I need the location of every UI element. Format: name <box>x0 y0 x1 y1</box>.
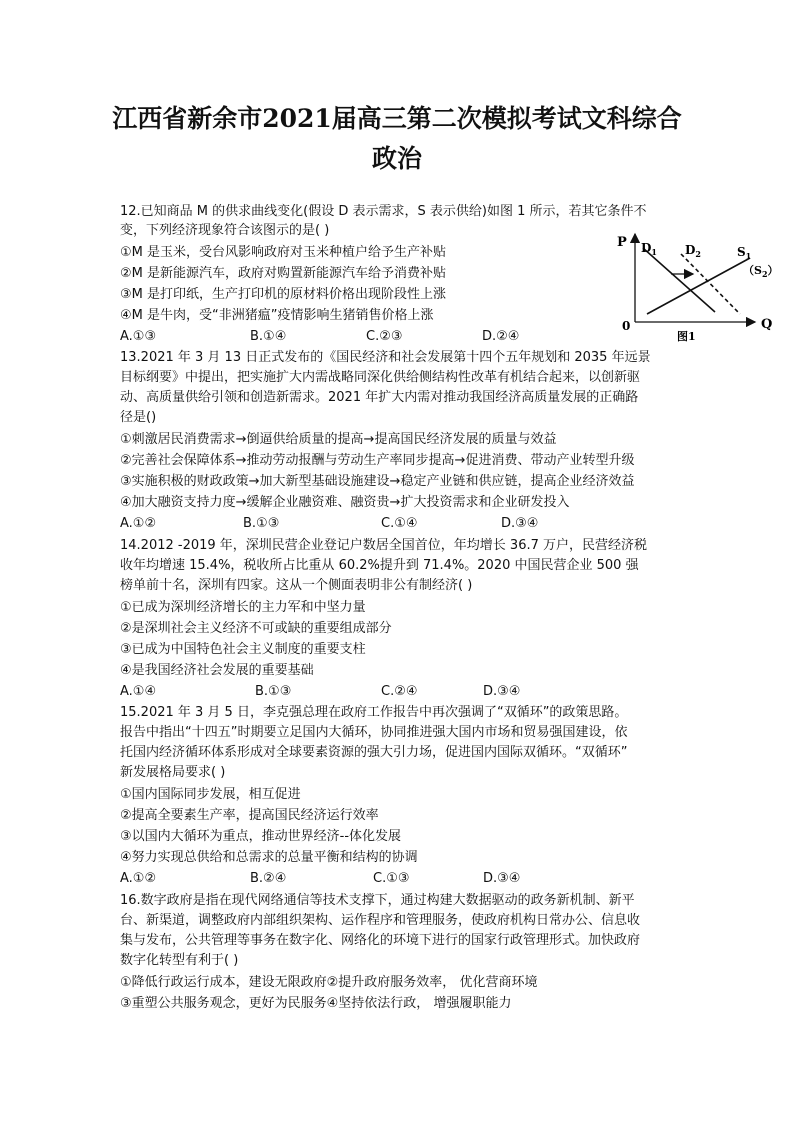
q13-options <box>120 514 680 533</box>
d1-label: $D_1$ <box>641 241 657 257</box>
q14-option-a[interactable]: A.①④ <box>120 684 157 699</box>
q14-statement-1: ①已成为深圳经济增长的主力军和中坚力量 <box>120 600 366 615</box>
q15-options <box>120 869 680 888</box>
q15-stem-line-4: 新发展格局要求( ) <box>120 765 226 780</box>
q16-stem-line-2: 台、新渠道，调整政府内部组织架构、运作程序和管理服务，使政府机构日常办公、信息收 <box>120 913 641 928</box>
q14-stem-line-2: 收年均增速 15.4%，税收所占比重从 60.2%提升到 71.4%。2020 中国民营企业 500 强 <box>120 558 639 573</box>
q14-options <box>120 682 680 701</box>
q15-stem-line-1: 15.2021 年 3 月 5 日，李克强总理在政府工作报告中再次强调了“双循环”的政策思路。 <box>120 705 628 720</box>
q16-stem-line-4: 数字化转型有利于( ) <box>120 953 239 968</box>
s-label: $S_1$ <box>737 245 752 261</box>
q14-statement-4: ④是我国经济社会发展的重要基础 <box>120 663 314 678</box>
q14-option-c[interactable]: C.②④ <box>381 684 418 699</box>
q12-option-b[interactable]: B.①④ <box>250 329 287 344</box>
q12-stem-line-1: 12.已知商品 M 的供求曲线变化(假设 D 表示需求，S 表示供给)如图 1 所示，若其它条件不 <box>120 204 647 219</box>
q12-statement-2: ②M 是新能源汽车，政府对购置新能源汽车给予消费补贴 <box>120 266 447 281</box>
origin-label: 0 <box>622 319 631 333</box>
q12-option-a[interactable]: A.①③ <box>120 329 157 344</box>
q15-option-d[interactable]: D.③④ <box>483 871 521 886</box>
axis-label-q: Q <box>761 317 773 332</box>
q12-stem-line-2: 变，下列经济现象符合该图示的是( ) <box>120 223 330 238</box>
q14-statement-3: ③已成为中国特色社会主义制度的重要支柱 <box>120 642 366 657</box>
q12-option-c[interactable]: C.②③ <box>366 329 403 344</box>
q16-statements-1-2: ①降低行政运行成本，建设无限政府②提升政府服务效率， 优化营商环境 <box>120 975 538 990</box>
q14-option-b[interactable]: B.①③ <box>255 684 292 699</box>
q13-statement-1: ①刺激居民消费需求→倒逼供给质量的提高→提高国民经济发展的质量与效益 <box>120 432 557 447</box>
q15-option-a[interactable]: A.①② <box>120 871 157 886</box>
q13-statement-3: ③实施积极的财政政策→加大新型基础设施建设→稳定产业链和供应链，提高企业经济效益 <box>120 474 635 489</box>
q12-statement-4: ④M 是牛肉，受“非洲猪瘟”疫情影响生猪销售价格上涨 <box>120 308 434 323</box>
q15-stem-line-3: 托国内经济循环体系形成对全球要素资源的强大引力场，促进国内国际双循环。“双循环” <box>120 745 628 760</box>
q15-statement-3: ③以国内大循环为重点，推动世界经济--体化发展 <box>120 829 402 844</box>
q16-statements-3-4: ③重塑公共服务观念，更好为民服务④坚持依法行政， 增强履职能力 <box>120 996 512 1011</box>
q13-stem-line-4: 径是() <box>120 410 157 425</box>
supply-curve-s <box>647 258 750 314</box>
q13-option-c[interactable]: C.①④ <box>381 516 418 531</box>
d2-label: $D_2$ <box>685 243 701 259</box>
q12-statement-3: ③M 是打印纸，生产打印机的原材料价格出现阶段性上涨 <box>120 287 447 302</box>
q13-option-a[interactable]: A.①② <box>120 516 157 531</box>
q12-option-d[interactable]: D.②④ <box>482 329 520 344</box>
q13-statement-4: ④加大融资支持力度→缓解企业融资难、融资贵→扩大投资需求和企业研发投入 <box>120 495 570 510</box>
q15-statement-2: ②提高全要素生产率，提高国民经济运行效率 <box>120 808 379 823</box>
q15-statement-1: ①国内国际同步发展，相互促进 <box>120 787 301 802</box>
q15-stem-line-2: 报告中指出“十四五”时期要立足国内大循环，协同推进强大国内市场和贸易强国建设，依 <box>120 725 628 740</box>
q15-option-b[interactable]: B.②④ <box>250 871 287 886</box>
q13-stem-line-1: 13.2021 年 3 月 13 日正式发布的《国民经济和社会发展第十四个五年规划和 2035 年远景 <box>120 350 651 365</box>
q15-option-c[interactable]: C.①③ <box>373 871 410 886</box>
q12-statement-1: ①M 是玉米，受台风影响政府对玉米种植户给予生产补贴 <box>120 245 447 260</box>
q13-statement-2: ②完善社会保障体系→推动劳动报酬与劳动生产率同步提高→促进消费、带动产业转型升级 <box>120 453 635 468</box>
q13-stem-line-3: 动、高质量供给引领和创造新需求。2021 年扩大内需对推动我国经济高质量发展的正确路 <box>120 390 639 405</box>
q14-stem-line-1: 14.2012 -2019 年，深圳民营企业登记户数居全国首位，年均增长 36.7 万户，民营经济税 <box>120 538 648 553</box>
q16-stem-line-3: 集与发布，公共管理等事务在数字化、网络化的环境下进行的国家行政管理形式。加快政府 <box>120 933 641 948</box>
figure-caption: 图1 <box>677 330 696 343</box>
demand-curve-d2 <box>681 254 740 314</box>
q13-stem-line-2: 目标纲要》中提出，把实施扩大内需战略同深化供给侧结构性改革有机结合起来，以创新驱 <box>120 370 641 385</box>
q16-stem-line-1: 16.数字政府是指在现代网络通信等技术支撑下，通过构建大数据驱动的政务新机制、新平 <box>120 893 635 908</box>
q14-stem-line-3: 榜单前十名，深圳有四家。这从一个侧面表明非公有制经济( ) <box>120 578 473 593</box>
q13-option-d[interactable]: D.③④ <box>501 516 539 531</box>
page-subtitle: 政治 <box>371 144 422 173</box>
q13-option-b[interactable]: B.①③ <box>243 516 280 531</box>
q15-statement-4: ④努力实现总供给和总需求的总量平衡和结构的协调 <box>120 850 418 865</box>
q12-options <box>120 327 680 346</box>
s2-label: $(S_2)$ <box>743 264 779 279</box>
page-title: 江西省新余市2021届高三第二次模拟考试文科综合 <box>112 104 682 133</box>
q14-statement-2: ②是深圳社会主义经济不可或缺的重要组成部分 <box>120 621 392 636</box>
axis-label-p: P <box>617 235 627 250</box>
demand-curve-d1 <box>643 248 715 312</box>
q14-option-d[interactable]: D.③④ <box>483 684 521 699</box>
